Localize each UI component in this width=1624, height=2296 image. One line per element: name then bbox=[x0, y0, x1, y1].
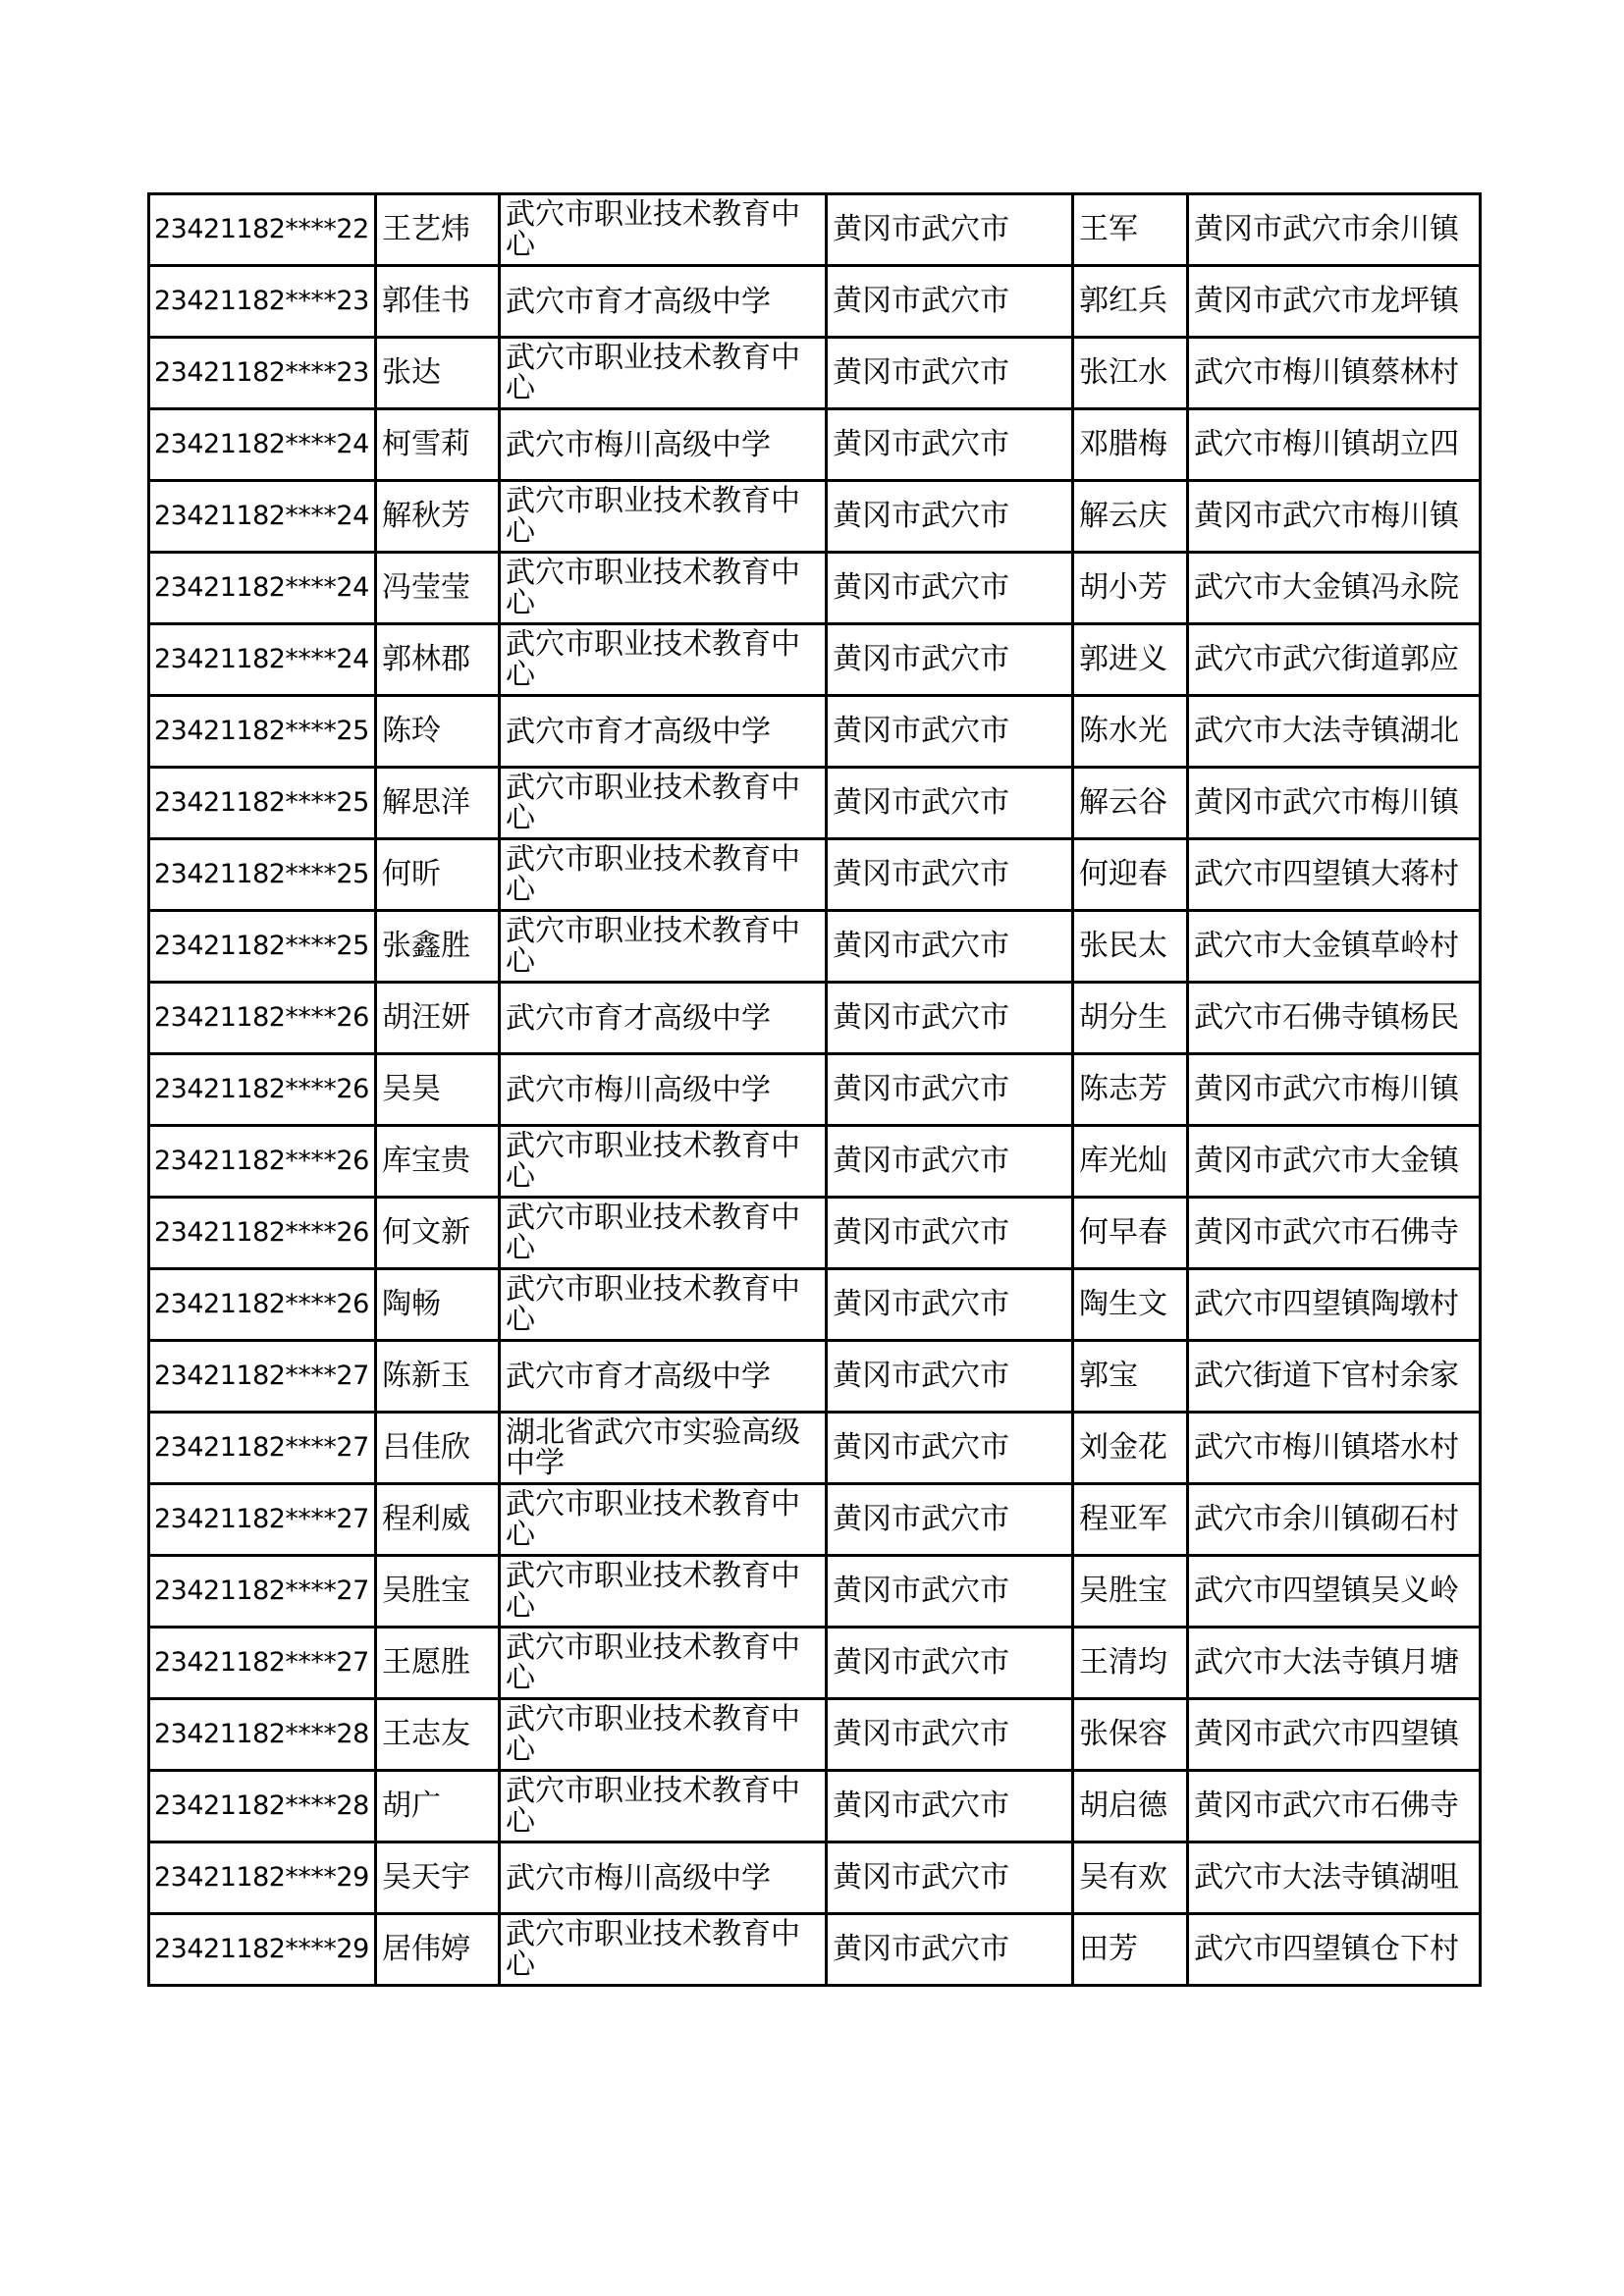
id-cell: 23421182****24 bbox=[149, 553, 376, 624]
table-row bbox=[149, 1771, 1481, 1842]
region-cell: 黄冈市武穴市 bbox=[827, 768, 1073, 839]
table-row bbox=[149, 768, 1481, 839]
region-cell: 黄冈市武穴市 bbox=[827, 1198, 1073, 1269]
guardian-cell: 张民太 bbox=[1073, 911, 1188, 983]
student-table bbox=[147, 192, 1482, 1987]
region-cell: 黄冈市武穴市 bbox=[827, 1628, 1073, 1699]
guardian-cell: 胡小芳 bbox=[1073, 553, 1188, 624]
name-cell: 程利威 bbox=[376, 1484, 500, 1556]
id-cell: 23421182****26 bbox=[149, 1198, 376, 1269]
name-cell: 居伟婷 bbox=[376, 1914, 500, 1986]
name-cell: 张鑫胜 bbox=[376, 911, 500, 983]
region-cell: 黄冈市武穴市 bbox=[827, 983, 1073, 1054]
table-row bbox=[149, 1341, 1481, 1413]
id-cell: 23421182****27 bbox=[149, 1628, 376, 1699]
guardian-cell: 王清均 bbox=[1073, 1628, 1188, 1699]
table-row bbox=[149, 481, 1481, 553]
region-cell: 黄冈市武穴市 bbox=[827, 338, 1073, 409]
region-cell: 黄冈市武穴市 bbox=[827, 1556, 1073, 1628]
guardian-cell: 吴有欢 bbox=[1073, 1842, 1188, 1914]
id-cell: 23421182****26 bbox=[149, 1269, 376, 1341]
guardian-cell: 郭宝 bbox=[1073, 1341, 1188, 1413]
region-cell: 黄冈市武穴市 bbox=[827, 1699, 1073, 1771]
id-cell: 23421182****27 bbox=[149, 1556, 376, 1628]
guardian-cell: 解云庆 bbox=[1073, 481, 1188, 553]
school-cell: 武穴市职业技术教育中心 bbox=[500, 1269, 827, 1341]
id-cell: 23421182****26 bbox=[149, 983, 376, 1054]
table-row bbox=[149, 1842, 1481, 1914]
id-cell: 23421182****29 bbox=[149, 1914, 376, 1986]
id-cell: 23421182****22 bbox=[149, 194, 376, 266]
school-cell: 武穴市职业技术教育中心 bbox=[500, 338, 827, 409]
name-cell: 何文新 bbox=[376, 1198, 500, 1269]
school-cell: 武穴市职业技术教育中心 bbox=[500, 839, 827, 911]
school-cell: 武穴市职业技术教育中心 bbox=[500, 194, 827, 266]
id-cell: 23421182****23 bbox=[149, 266, 376, 338]
address-cell: 黄冈市武穴市梅川镇 bbox=[1188, 768, 1481, 839]
name-cell: 王愿胜 bbox=[376, 1628, 500, 1699]
school-cell: 武穴市职业技术教育中心 bbox=[500, 1914, 827, 1986]
table-row bbox=[149, 1054, 1481, 1126]
name-cell: 陈新玉 bbox=[376, 1341, 500, 1413]
region-cell: 黄冈市武穴市 bbox=[827, 1484, 1073, 1556]
id-cell: 23421182****25 bbox=[149, 839, 376, 911]
id-cell: 23421182****25 bbox=[149, 768, 376, 839]
address-cell: 武穴市四望镇大蒋村 bbox=[1188, 839, 1481, 911]
address-cell: 武穴市武穴街道郭应 bbox=[1188, 624, 1481, 696]
id-cell: 23421182****26 bbox=[149, 1126, 376, 1198]
table-row bbox=[149, 553, 1481, 624]
guardian-cell: 陈水光 bbox=[1073, 696, 1188, 768]
guardian-cell: 郭红兵 bbox=[1073, 266, 1188, 338]
address-cell: 黄冈市武穴市梅川镇 bbox=[1188, 1054, 1481, 1126]
table-row bbox=[149, 983, 1481, 1054]
region-cell: 黄冈市武穴市 bbox=[827, 1341, 1073, 1413]
address-cell: 武穴市梅川镇塔水村 bbox=[1188, 1413, 1481, 1484]
table-row bbox=[149, 338, 1481, 409]
table-row bbox=[149, 1198, 1481, 1269]
address-cell: 武穴市大法寺镇月塘 bbox=[1188, 1628, 1481, 1699]
school-cell: 武穴市育才高级中学 bbox=[500, 1341, 827, 1413]
region-cell: 黄冈市武穴市 bbox=[827, 481, 1073, 553]
guardian-cell: 张江水 bbox=[1073, 338, 1188, 409]
table-row bbox=[149, 696, 1481, 768]
name-cell: 胡广 bbox=[376, 1771, 500, 1842]
region-cell: 黄冈市武穴市 bbox=[827, 409, 1073, 481]
guardian-cell: 陶生文 bbox=[1073, 1269, 1188, 1341]
table-row bbox=[149, 1484, 1481, 1556]
id-cell: 23421182****28 bbox=[149, 1771, 376, 1842]
school-cell: 武穴市职业技术教育中心 bbox=[500, 1699, 827, 1771]
school-cell: 武穴市职业技术教育中心 bbox=[500, 1771, 827, 1842]
id-cell: 23421182****25 bbox=[149, 911, 376, 983]
name-cell: 陶畅 bbox=[376, 1269, 500, 1341]
region-cell: 黄冈市武穴市 bbox=[827, 194, 1073, 266]
id-cell: 23421182****24 bbox=[149, 409, 376, 481]
id-cell: 23421182****24 bbox=[149, 624, 376, 696]
table-row bbox=[149, 266, 1481, 338]
id-cell: 23421182****27 bbox=[149, 1413, 376, 1484]
name-cell: 解思洋 bbox=[376, 768, 500, 839]
school-cell: 武穴市梅川高级中学 bbox=[500, 1842, 827, 1914]
table-row bbox=[149, 194, 1481, 266]
guardian-cell: 陈志芳 bbox=[1073, 1054, 1188, 1126]
address-cell: 武穴市梅川镇胡立四 bbox=[1188, 409, 1481, 481]
table-row bbox=[149, 839, 1481, 911]
school-cell: 武穴市职业技术教育中心 bbox=[500, 553, 827, 624]
name-cell: 张达 bbox=[376, 338, 500, 409]
table-row bbox=[149, 1914, 1481, 1986]
address-cell: 黄冈市武穴市梅川镇 bbox=[1188, 481, 1481, 553]
name-cell: 胡汪妍 bbox=[376, 983, 500, 1054]
table-body bbox=[149, 194, 1481, 1986]
name-cell: 王志友 bbox=[376, 1699, 500, 1771]
address-cell: 武穴市四望镇仓下村 bbox=[1188, 1914, 1481, 1986]
guardian-cell: 王军 bbox=[1073, 194, 1188, 266]
id-cell: 23421182****27 bbox=[149, 1484, 376, 1556]
school-cell: 武穴市职业技术教育中心 bbox=[500, 1198, 827, 1269]
address-cell: 黄冈市武穴市大金镇 bbox=[1188, 1126, 1481, 1198]
school-cell: 武穴市职业技术教育中心 bbox=[500, 911, 827, 983]
school-cell: 武穴市职业技术教育中心 bbox=[500, 624, 827, 696]
school-cell: 武穴市职业技术教育中心 bbox=[500, 1556, 827, 1628]
school-cell: 武穴市职业技术教育中心 bbox=[500, 768, 827, 839]
table-row bbox=[149, 1628, 1481, 1699]
school-cell: 武穴市育才高级中学 bbox=[500, 983, 827, 1054]
id-cell: 23421182****23 bbox=[149, 338, 376, 409]
region-cell: 黄冈市武穴市 bbox=[827, 1413, 1073, 1484]
table-row bbox=[149, 1413, 1481, 1484]
name-cell: 郭佳书 bbox=[376, 266, 500, 338]
region-cell: 黄冈市武穴市 bbox=[827, 839, 1073, 911]
region-cell: 黄冈市武穴市 bbox=[827, 1771, 1073, 1842]
address-cell: 武穴市大金镇草岭村 bbox=[1188, 911, 1481, 983]
address-cell: 武穴市四望镇吴义岭 bbox=[1188, 1556, 1481, 1628]
address-cell: 黄冈市武穴市龙坪镇 bbox=[1188, 266, 1481, 338]
guardian-cell: 刘金花 bbox=[1073, 1413, 1188, 1484]
address-cell: 黄冈市武穴市余川镇 bbox=[1188, 194, 1481, 266]
school-cell: 武穴市职业技术教育中心 bbox=[500, 1628, 827, 1699]
address-cell: 武穴街道下官村余家 bbox=[1188, 1341, 1481, 1413]
table-row bbox=[149, 1556, 1481, 1628]
name-cell: 库宝贵 bbox=[376, 1126, 500, 1198]
school-cell: 武穴市梅川高级中学 bbox=[500, 409, 827, 481]
id-cell: 23421182****25 bbox=[149, 696, 376, 768]
name-cell: 吴昊 bbox=[376, 1054, 500, 1126]
address-cell: 武穴市四望镇陶墩村 bbox=[1188, 1269, 1481, 1341]
guardian-cell: 何早春 bbox=[1073, 1198, 1188, 1269]
guardian-cell: 解云谷 bbox=[1073, 768, 1188, 839]
name-cell: 吴胜宝 bbox=[376, 1556, 500, 1628]
school-cell: 湖北省武穴市实验高级中学 bbox=[500, 1413, 827, 1484]
id-cell: 23421182****26 bbox=[149, 1054, 376, 1126]
address-cell: 黄冈市武穴市石佛寺 bbox=[1188, 1198, 1481, 1269]
name-cell: 柯雪莉 bbox=[376, 409, 500, 481]
guardian-cell: 田芳 bbox=[1073, 1914, 1188, 1986]
name-cell: 何昕 bbox=[376, 839, 500, 911]
table-row bbox=[149, 911, 1481, 983]
school-cell: 武穴市梅川高级中学 bbox=[500, 1054, 827, 1126]
school-cell: 武穴市育才高级中学 bbox=[500, 266, 827, 338]
region-cell: 黄冈市武穴市 bbox=[827, 1842, 1073, 1914]
table-row bbox=[149, 624, 1481, 696]
address-cell: 武穴市大法寺镇湖北 bbox=[1188, 696, 1481, 768]
region-cell: 黄冈市武穴市 bbox=[827, 911, 1073, 983]
region-cell: 黄冈市武穴市 bbox=[827, 1914, 1073, 1986]
address-cell: 黄冈市武穴市石佛寺 bbox=[1188, 1771, 1481, 1842]
guardian-cell: 吴胜宝 bbox=[1073, 1556, 1188, 1628]
region-cell: 黄冈市武穴市 bbox=[827, 266, 1073, 338]
address-cell: 武穴市石佛寺镇杨民 bbox=[1188, 983, 1481, 1054]
table-row bbox=[149, 409, 1481, 481]
name-cell: 王艺炜 bbox=[376, 194, 500, 266]
guardian-cell: 邓腊梅 bbox=[1073, 409, 1188, 481]
table-row bbox=[149, 1269, 1481, 1341]
guardian-cell: 胡分生 bbox=[1073, 983, 1188, 1054]
guardian-cell: 程亚军 bbox=[1073, 1484, 1188, 1556]
name-cell: 吕佳欣 bbox=[376, 1413, 500, 1484]
region-cell: 黄冈市武穴市 bbox=[827, 1126, 1073, 1198]
guardian-cell: 库光灿 bbox=[1073, 1126, 1188, 1198]
guardian-cell: 何迎春 bbox=[1073, 839, 1188, 911]
school-cell: 武穴市育才高级中学 bbox=[500, 696, 827, 768]
name-cell: 解秋芳 bbox=[376, 481, 500, 553]
school-cell: 武穴市职业技术教育中心 bbox=[500, 1484, 827, 1556]
name-cell: 吴天宇 bbox=[376, 1842, 500, 1914]
address-cell: 武穴市余川镇砌石村 bbox=[1188, 1484, 1481, 1556]
region-cell: 黄冈市武穴市 bbox=[827, 1054, 1073, 1126]
id-cell: 23421182****24 bbox=[149, 481, 376, 553]
school-cell: 武穴市职业技术教育中心 bbox=[500, 481, 827, 553]
name-cell: 冯莹莹 bbox=[376, 553, 500, 624]
guardian-cell: 胡启德 bbox=[1073, 1771, 1188, 1842]
address-cell: 武穴市大法寺镇湖咀 bbox=[1188, 1842, 1481, 1914]
name-cell: 陈玲 bbox=[376, 696, 500, 768]
address-cell: 武穴市梅川镇蔡林村 bbox=[1188, 338, 1481, 409]
id-cell: 23421182****27 bbox=[149, 1341, 376, 1413]
guardian-cell: 郭进义 bbox=[1073, 624, 1188, 696]
id-cell: 23421182****28 bbox=[149, 1699, 376, 1771]
region-cell: 黄冈市武穴市 bbox=[827, 624, 1073, 696]
table-row bbox=[149, 1126, 1481, 1198]
id-cell: 23421182****29 bbox=[149, 1842, 376, 1914]
name-cell: 郭林郡 bbox=[376, 624, 500, 696]
region-cell: 黄冈市武穴市 bbox=[827, 696, 1073, 768]
region-cell: 黄冈市武穴市 bbox=[827, 1269, 1073, 1341]
table-row bbox=[149, 1699, 1481, 1771]
school-cell: 武穴市职业技术教育中心 bbox=[500, 1126, 827, 1198]
address-cell: 武穴市大金镇冯永院 bbox=[1188, 553, 1481, 624]
address-cell: 黄冈市武穴市四望镇 bbox=[1188, 1699, 1481, 1771]
region-cell: 黄冈市武穴市 bbox=[827, 553, 1073, 624]
guardian-cell: 张保容 bbox=[1073, 1699, 1188, 1771]
